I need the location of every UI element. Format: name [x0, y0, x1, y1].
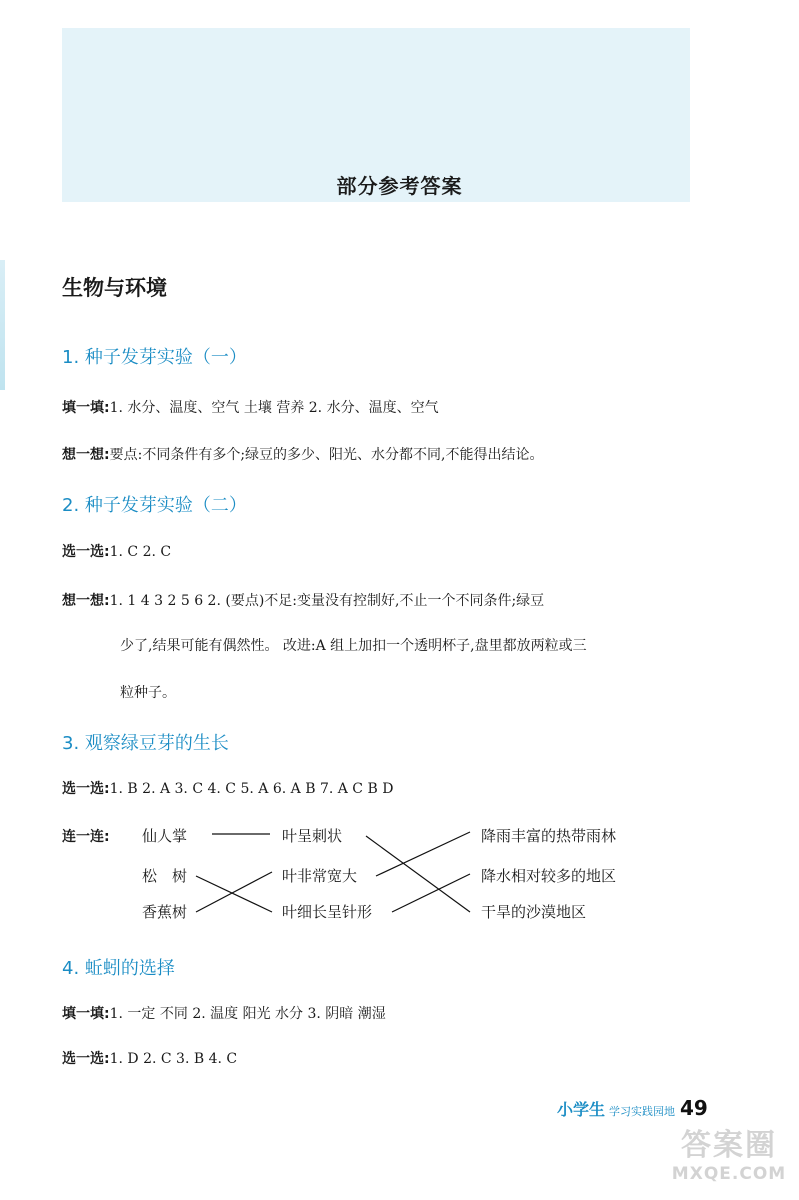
- answer-label: 选一选:: [62, 781, 110, 797]
- match-right-item: 干旱的沙漠地区: [481, 903, 587, 921]
- lesson-2-think-continued: 粒种子。: [120, 685, 176, 701]
- match-left-item: 松 树: [142, 867, 188, 885]
- lesson-4-choice-answers: [62, 1048, 237, 1068]
- page-title: 部分参考答案: [336, 174, 463, 198]
- lesson-2-title: 2. 种子发芽实验（二）: [62, 495, 247, 516]
- answer-label: 想一想:: [62, 447, 110, 463]
- footer-subtitle: 学习实践园地: [609, 1105, 676, 1118]
- answer-text: 1. 1 4 3 2 5 6 2. (要点)不足:变量没有控制好,不止一个不同条件;绿豆: [109, 593, 545, 609]
- match-line: [392, 874, 470, 912]
- answer-text: 要点:不同条件有多个;绿豆的多少、阳光、水分都不同,不能得出结论。: [109, 447, 544, 463]
- section-title: 生物与环境: [62, 276, 167, 300]
- lesson-4-title: 4. 蚯蚓的选择: [62, 958, 175, 979]
- lesson-2-think-continued: 少了,结果可能有偶然性。 改进:A 组上加扣一个透明杯子,盘里都放两粒或三: [120, 638, 587, 654]
- answer-text: 1. B 2. A 3. C 4. C 5. A 6. A B 7. A C B D: [109, 781, 394, 797]
- match-middle-item: 叶细长呈针形: [282, 903, 373, 921]
- watermark-bottom: MXQE.COM: [671, 1164, 787, 1184]
- answer-label: 想一想:: [62, 593, 110, 609]
- match-left-item: 仙人掌: [142, 827, 188, 845]
- lesson-1-title: 1. 种子发芽实验（一）: [62, 347, 247, 368]
- answer-text: 1. 水分、温度、空气 土壤 营养 2. 水分、温度、空气: [109, 400, 439, 416]
- lesson-3-title: 3. 观察绿豆芽的生长: [62, 733, 229, 754]
- match-right-item: 降雨丰富的热带雨林: [481, 827, 617, 845]
- answer-text: 1. C 2. C: [109, 544, 172, 560]
- answer-text: 1. 一定 不同 2. 温度 阳光 水分 3. 阴暗 潮湿: [109, 1006, 386, 1022]
- page-number: 49: [680, 1096, 708, 1120]
- answer-text: 1. D 2. C 3. B 4. C: [109, 1051, 238, 1067]
- match-middle-item: 叶呈刺状: [282, 827, 343, 845]
- match-right-item: 降水相对较多的地区: [481, 867, 617, 885]
- watermark-top: 答案圈: [681, 1128, 777, 1163]
- footer-brand: 小学生: [557, 1100, 606, 1119]
- answer-label: 填一填:: [62, 1006, 110, 1022]
- answer-label: 选一选:: [62, 1051, 110, 1067]
- match-middle-item: 叶非常宽大: [282, 867, 358, 885]
- watermark: [668, 1128, 790, 1196]
- page-footer: [557, 1096, 708, 1120]
- answer-label: 选一选:: [62, 544, 110, 560]
- answer-label: 填一填:: [62, 400, 110, 416]
- match-left-item: 香蕉树: [142, 903, 188, 921]
- answer-label: 连一连:: [62, 829, 110, 845]
- lesson-4-fill-answers: [62, 1003, 386, 1023]
